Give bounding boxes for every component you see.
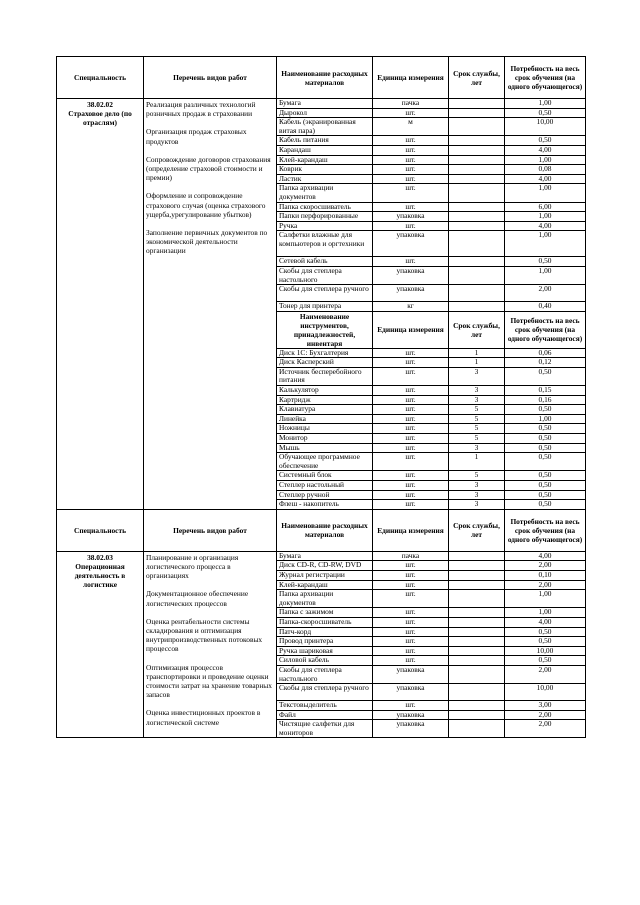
item-unit: шт.: [373, 424, 449, 434]
item-unit: упаковка: [373, 710, 449, 720]
item-name: Чистящие салфетки для мониторов: [277, 720, 373, 738]
item-name: Степлер настольный: [277, 481, 373, 491]
item-unit: шт.: [373, 656, 449, 666]
item-need: 4,00: [505, 145, 586, 155]
item-need: 3,00: [505, 701, 586, 711]
item-need: 0,50: [505, 136, 586, 146]
item-need: 10,00: [505, 646, 586, 656]
item-need: 0,10: [505, 570, 586, 580]
work-item: Оценка инвестиционных проектов в логистической системе: [146, 708, 261, 727]
item-name: Скобы для степлера настольного: [277, 665, 373, 683]
item-need: 2,00: [505, 710, 586, 720]
header-works: Перечень видов работ: [144, 509, 277, 551]
item-unit: шт.: [373, 500, 449, 510]
item-name: Скобы для степлера настольного: [277, 266, 373, 284]
work-item: Документационное обеспечение логистических процессов: [146, 589, 249, 608]
item-term: [449, 136, 505, 146]
item-term: 5: [449, 434, 505, 444]
item-unit: шт.: [373, 580, 449, 590]
item-unit: шт.: [373, 453, 449, 471]
specialty-code: 38.02.02: [87, 100, 113, 109]
item-need: 0,50: [505, 481, 586, 491]
specialty-cell: [57, 551, 144, 738]
item-term: [449, 617, 505, 627]
item-term: [449, 302, 505, 312]
work-item: Оценка рентабельности системы складирования и оптимизация внутрипроизводственных потоковых процессов: [146, 616, 263, 654]
item-need: 0,50: [505, 637, 586, 647]
item-name: Папка-скоросшиватель: [277, 617, 373, 627]
item-name: Текстовыделитель: [277, 701, 373, 711]
item-term: 3: [449, 395, 505, 405]
works-list-cell: [144, 551, 277, 738]
item-need: 0,50: [505, 434, 586, 444]
item-unit: шт.: [373, 570, 449, 580]
item-need: 0,15: [505, 386, 586, 396]
item-unit: шт.: [373, 155, 449, 165]
item-unit: шт.: [373, 202, 449, 212]
item-name: Коврик: [277, 165, 373, 175]
work-item: Заполнение первичных документов по экономической деятельности организации: [146, 228, 268, 256]
item-need: 0,12: [505, 358, 586, 368]
item-unit: кг: [373, 302, 449, 312]
item-term: [449, 608, 505, 618]
item-unit: шт.: [373, 617, 449, 627]
work-item: Организация продаж страховых продуктов: [146, 127, 247, 146]
item-name: Папка архивации документов: [277, 184, 373, 202]
item-name: Патч-корд: [277, 627, 373, 637]
table-header-row: [57, 509, 586, 551]
consumables-table: [56, 56, 586, 738]
item-name: Сетевой кабель: [277, 257, 373, 267]
item-term: 3: [449, 386, 505, 396]
item-name: Салфетки влажные для компьютеров и оргтехники: [277, 231, 373, 257]
item-need: 0,06: [505, 348, 586, 358]
item-need: 0,40: [505, 302, 586, 312]
header-need: Потребность на весь срок обучения (на одного обучающегося): [505, 57, 586, 99]
item-term: [449, 266, 505, 284]
item-term: [449, 165, 505, 175]
item-need: 0,50: [505, 367, 586, 385]
item-unit: шт.: [373, 434, 449, 444]
item-need: 0,50: [505, 405, 586, 415]
item-unit: упаковка: [373, 266, 449, 284]
item-name: Источник бесперебойного питания: [277, 367, 373, 385]
item-name: Файл: [277, 710, 373, 720]
item-term: 5: [449, 424, 505, 434]
item-term: [449, 720, 505, 738]
item-need: 4,00: [505, 617, 586, 627]
item-term: [449, 99, 505, 109]
specialty-code: 38.02.03: [87, 552, 113, 562]
item-term: [449, 221, 505, 231]
item-need: 2,00: [505, 561, 586, 571]
item-name: Кабель питания: [277, 136, 373, 146]
item-unit: шт.: [373, 471, 449, 481]
item-name: Флеш - накопитель: [277, 500, 373, 510]
item-name: Папка архивации документов: [277, 590, 373, 608]
item-name: Диск Касперский: [277, 358, 373, 368]
item-term: [449, 257, 505, 267]
item-term: 3: [449, 500, 505, 510]
item-unit: шт.: [373, 701, 449, 711]
item-name: Калькулятор: [277, 386, 373, 396]
item-unit: шт.: [373, 443, 449, 453]
item-need: 6,00: [505, 202, 586, 212]
item-unit: шт.: [373, 386, 449, 396]
item-need: 4,00: [505, 221, 586, 231]
table-row: [57, 99, 586, 109]
item-need: 1,00: [505, 184, 586, 202]
item-term: [449, 665, 505, 683]
item-need: 0,50: [505, 627, 586, 637]
item-unit: упаковка: [373, 684, 449, 701]
item-need: 0,50: [505, 490, 586, 500]
item-term: [449, 580, 505, 590]
works-list-cell: [144, 99, 277, 510]
item-name: Степлер ручной: [277, 490, 373, 500]
item-need: 2,00: [505, 665, 586, 683]
item-term: [449, 108, 505, 118]
item-name: Картридж: [277, 395, 373, 405]
item-term: 3: [449, 490, 505, 500]
specialty-name: Страховое дело (по отраслям): [68, 109, 132, 127]
item-term: [449, 561, 505, 571]
item-name: Обучающее программное обеспечение: [277, 453, 373, 471]
item-need: 4,00: [505, 174, 586, 184]
header-unit: Единица измерения: [373, 509, 449, 551]
item-name: Диск CD-R, CD-RW, DVD: [277, 561, 373, 571]
item-unit: упаковка: [373, 285, 449, 302]
item-need: 2,00: [505, 580, 586, 590]
item-name: Ножницы: [277, 424, 373, 434]
item-name: Бумага: [277, 551, 373, 561]
item-name: Клей-карандаш: [277, 580, 373, 590]
item-need: 10,00: [505, 684, 586, 701]
work-item: Оформление и сопровождение страхового случая (оценка страхового ущерба,урегулирование убытков): [146, 191, 266, 219]
item-unit: шт.: [373, 561, 449, 571]
item-need: 0,50: [505, 471, 586, 481]
document-page: [56, 56, 585, 738]
specialty-name: Операционная деятельность в логистике: [74, 561, 126, 589]
item-need: 1,00: [505, 155, 586, 165]
item-term: 3: [449, 367, 505, 385]
header-tools: Наименование инструментов, принадлежностей, инвентаря: [277, 311, 373, 348]
item-term: [449, 570, 505, 580]
item-term: 5: [449, 405, 505, 415]
item-term: [449, 285, 505, 302]
item-unit: шт.: [373, 174, 449, 184]
item-unit: шт.: [373, 108, 449, 118]
item-unit: шт.: [373, 136, 449, 146]
item-need: 2,00: [505, 720, 586, 738]
item-name: Скобы для степлера ручного: [277, 285, 373, 302]
item-name: Линейка: [277, 414, 373, 424]
item-term: 1: [449, 348, 505, 358]
item-name: Папка скоросшиватель: [277, 202, 373, 212]
specialty-cell: [57, 99, 144, 510]
item-need: 1,00: [505, 231, 586, 257]
table-row: [57, 551, 586, 561]
item-name: Клавиатура: [277, 405, 373, 415]
item-unit: шт.: [373, 414, 449, 424]
item-term: 3: [449, 481, 505, 491]
item-unit: упаковка: [373, 665, 449, 683]
item-need: 1,00: [505, 266, 586, 284]
item-name: Клей-карандаш: [277, 155, 373, 165]
item-term: [449, 701, 505, 711]
item-unit: упаковка: [373, 212, 449, 222]
item-term: 5: [449, 471, 505, 481]
item-name: Карандаш: [277, 145, 373, 155]
item-term: [449, 637, 505, 647]
item-name: Тонер для принтера: [277, 302, 373, 312]
header-term: Срок службы, лет: [449, 509, 505, 551]
item-name: Диск 1С: Бухгалтерия: [277, 348, 373, 358]
header-need: Потребность на весь срок обучения (на одного обучающегося): [505, 509, 586, 551]
item-term: [449, 174, 505, 184]
item-need: 4,00: [505, 551, 586, 561]
item-name: Монитор: [277, 434, 373, 444]
item-term: [449, 646, 505, 656]
item-unit: шт.: [373, 145, 449, 155]
item-term: [449, 184, 505, 202]
item-unit: шт.: [373, 627, 449, 637]
item-name: Ручка: [277, 221, 373, 231]
item-term: 1: [449, 358, 505, 368]
item-unit: шт.: [373, 395, 449, 405]
item-term: 3: [449, 443, 505, 453]
item-need: 0,50: [505, 108, 586, 118]
item-unit: шт.: [373, 405, 449, 415]
item-name: Скобы для степлера ручного: [277, 684, 373, 701]
item-unit: пачка: [373, 551, 449, 561]
header-works: Перечень видов работ: [144, 57, 277, 99]
header-specialty: Специальность: [57, 57, 144, 99]
item-need: 0,50: [505, 443, 586, 453]
item-term: [449, 155, 505, 165]
header-specialty: Специальность: [57, 509, 144, 551]
item-name: Дырокол: [277, 108, 373, 118]
item-unit: шт.: [373, 257, 449, 267]
header-need: Потребность на весь срок обучения (на одного обучающегося): [505, 311, 586, 348]
item-unit: шт.: [373, 348, 449, 358]
item-name: Ластик: [277, 174, 373, 184]
item-unit: шт.: [373, 165, 449, 175]
item-unit: шт.: [373, 646, 449, 656]
work-item: Планирование и организация логистического процесса в организациях: [146, 552, 239, 581]
item-term: [449, 684, 505, 701]
item-unit: пачка: [373, 99, 449, 109]
item-unit: шт.: [373, 184, 449, 202]
item-need: 0,08: [505, 165, 586, 175]
item-term: 5: [449, 414, 505, 424]
item-name: Журнал регистрации: [277, 570, 373, 580]
item-need: 1,00: [505, 212, 586, 222]
item-term: [449, 551, 505, 561]
item-need: 0,50: [505, 500, 586, 510]
header-materials: Наименование расходных материалов: [277, 509, 373, 551]
item-unit: шт.: [373, 590, 449, 608]
item-need: 0,50: [505, 257, 586, 267]
work-item: Сопровождение договоров страхования (определение страховой стоимости и премии): [146, 154, 271, 183]
item-need: 0,50: [505, 453, 586, 471]
item-unit: упаковка: [373, 231, 449, 257]
header-unit: Единица измерения: [373, 311, 449, 348]
item-unit: шт.: [373, 637, 449, 647]
item-name: Провод принтера: [277, 637, 373, 647]
item-name: Бумага: [277, 99, 373, 109]
item-term: [449, 212, 505, 222]
item-unit: м: [373, 118, 449, 136]
item-name: Мышь: [277, 443, 373, 453]
item-term: [449, 710, 505, 720]
item-unit: шт.: [373, 358, 449, 368]
item-term: [449, 656, 505, 666]
header-unit: Единица измерения: [373, 57, 449, 99]
item-term: [449, 627, 505, 637]
work-item: Реализация различных технологий розничных продаж в страховании: [146, 100, 256, 119]
item-need: 10,00: [505, 118, 586, 136]
item-name: Папки перфорированные: [277, 212, 373, 222]
header-materials: Наименование расходных материалов: [277, 57, 373, 99]
item-term: [449, 145, 505, 155]
item-name: Кабель (экранированная витая пара): [277, 118, 373, 136]
item-need: 0,16: [505, 395, 586, 405]
item-name: Ручка шариковая: [277, 646, 373, 656]
item-name: Силовой кабель: [277, 656, 373, 666]
work-item: Оптимизация процессов транспортировки и проведение оценки стоимости затрат на хранение товарных запасов: [146, 662, 272, 700]
item-need: 0,50: [505, 656, 586, 666]
item-term: [449, 590, 505, 608]
item-unit: шт.: [373, 490, 449, 500]
item-need: 1,00: [505, 414, 586, 424]
item-name: Системный блок: [277, 471, 373, 481]
table-header-row: [57, 57, 586, 99]
item-name: Папка с зажимом: [277, 608, 373, 618]
item-need: 2,00: [505, 285, 586, 302]
item-unit: упаковка: [373, 720, 449, 738]
item-unit: шт.: [373, 221, 449, 231]
header-term: Срок службы, лет: [449, 57, 505, 99]
item-unit: шт.: [373, 481, 449, 491]
item-unit: шт.: [373, 367, 449, 385]
item-term: [449, 118, 505, 136]
item-need: 1,00: [505, 590, 586, 608]
item-term: [449, 231, 505, 257]
item-need: 1,00: [505, 608, 586, 618]
item-term: 1: [449, 453, 505, 471]
item-unit: шт.: [373, 608, 449, 618]
header-term: Срок службы, лет: [449, 311, 505, 348]
item-term: [449, 202, 505, 212]
item-need: 0,50: [505, 424, 586, 434]
item-need: 1,00: [505, 99, 586, 109]
